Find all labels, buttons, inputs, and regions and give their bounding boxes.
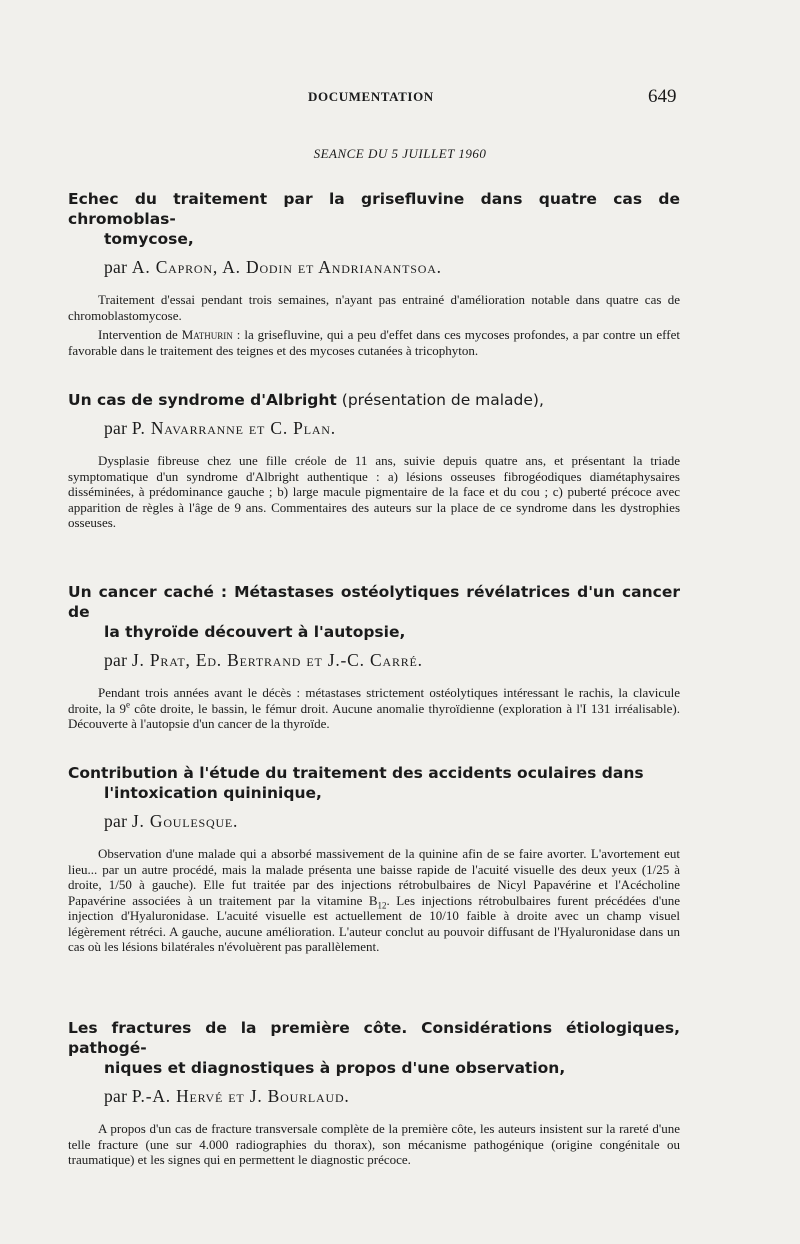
- article-body: [68, 846, 680, 955]
- title-normal: (présentation de malade),: [336, 391, 544, 409]
- title-line: tomycose,: [104, 230, 194, 248]
- article-1: [68, 189, 680, 358]
- text-run: : la grisefluvine, qui a peu d'effet dans ces mycoses profondes, a par contre un effet favorable dans le traitement des teignes et des mycoses cutanées à tricophyton.: [68, 327, 680, 358]
- paragraph: A propos d'un cas de fracture transversale complète de la première côte, les auteurs insistent sur la rareté d'une telle fracture (une sur 4.000 radiographies du thorax), son mécanisme pathogénique (origine congénitale ou traumatique) et les signes qui en permettent le diagnostic précoce.: [68, 1121, 680, 1167]
- title-line: Echec du traitement par la grisefluvine dans quatre cas de chromoblas-: [68, 190, 680, 228]
- article-authors: [104, 257, 680, 278]
- article-title: [68, 763, 680, 803]
- title-line: l'intoxication quininique,: [104, 784, 322, 802]
- paragraph: [68, 846, 680, 955]
- text-run: côte droite, le bassin, le fémur droit. Aucune anomalie thyroïdienne (exploration à l'I 131 irréalisable). Découverte à l'autopsie d'un cancer de la thyroïde.: [68, 700, 680, 731]
- article-title: [68, 582, 680, 642]
- article-body: [68, 1121, 680, 1168]
- running-head: DOCUMENTATION: [308, 89, 434, 104]
- paragraph: [68, 327, 680, 358]
- authors-names: J. Goulesque.: [131, 811, 239, 831]
- article-title: [68, 1018, 680, 1078]
- article-4: [68, 763, 680, 955]
- article-authors: [104, 650, 680, 671]
- article-body: [68, 453, 680, 531]
- page-header: [0, 86, 800, 110]
- article-2: [68, 390, 680, 531]
- article-title: [68, 390, 680, 410]
- authors-prefix: par: [104, 650, 132, 670]
- authors-prefix: par: [104, 257, 132, 277]
- article-body: [68, 685, 680, 732]
- title-line: niques et diagnostiques à propos d'une observation,: [104, 1059, 566, 1077]
- person-name: Mathurin: [181, 327, 233, 342]
- title-line: la thyroïde découvert à l'autopsie,: [104, 623, 406, 641]
- paragraph: [68, 685, 680, 732]
- title-bold: Un cas de syndrome d'Albright: [68, 391, 337, 409]
- article-authors: [104, 811, 680, 832]
- article-authors: [104, 1086, 680, 1107]
- text-run: Intervention de: [98, 327, 182, 342]
- subscript: 12: [377, 900, 387, 911]
- text-run: . Les injections rétrobulbaires furent précédées d'une injection d'Hyaluronidase. L'acuité visuelle est actuellement de 10/10 faible à droite avec un champ visuel légèrement rétréci. A gauche, aucune amélioration. L'auteur conclut au pouvoir diffusant de l'Hyaluronidase dans un cas où les lésions bilatérales n'évoluèrent pas parallèlement.: [68, 892, 680, 954]
- paragraph: Traitement d'essai pendant trois semaines, n'ayant pas entrainé d'amélioration notable dans quatre cas de chromoblastomycose.: [68, 292, 680, 323]
- title-line: Les fractures de la première côte. Considérations étiologiques, pathogé-: [68, 1019, 680, 1057]
- title-line: Un cancer caché : Métastases ostéolytiques révélatrices d'un cancer de: [68, 583, 680, 621]
- article-5: [68, 1018, 680, 1168]
- article-title: [68, 189, 680, 249]
- paragraph: Dysplasie fibreuse chez une fille créole de 11 ans, suivie depuis quatre ans, et présentant la triade symptomatique d'un syndrome d'Albright authentique : a) lésions osseuses fibrogéodiques diamétaphysaires disséminées, à prédominance gauche ; b) large macule pigmentaire de la face et du cou ; c) puberté précoce avec apparition de règles à l'âge de 9 ans. Commentaires des auteurs sur la place de ce syndrome dans les dystrophies osseuses.: [68, 453, 680, 530]
- article-body: [68, 292, 680, 358]
- text-run: Observation d'une malade qui a absorbé massivement de la quinine afin de se faire avorter. L'avortement eut lieu... par un autre procédé, mais la malade présenta une baisse rapide de l'acuité visuelle des deux yeux (1/25 à droite, 1/50 à gauche). Elle fut traitée par des injections rétrobulbaires de Nicyl Papavérine et l'Acécholine Papavérine associées à un traitement par la vitamine B: [68, 846, 680, 908]
- text-run: Pendant trois années avant le décès : métastases strictement ostéolytiques intéressant le rachis, la clavicule droite, la 9: [68, 685, 680, 716]
- superscript: e: [125, 699, 130, 710]
- article-3: [68, 582, 680, 732]
- authors-prefix: par: [104, 1086, 132, 1106]
- authors-prefix: par: [104, 418, 132, 438]
- article-authors: [104, 418, 680, 439]
- authors-names: P. Navarranne et C. Plan.: [131, 418, 336, 438]
- authors-names: J. Prat, Ed. Bertrand et J.-C. Carré.: [131, 650, 423, 670]
- page-number: 649: [648, 86, 677, 107]
- authors-names: A. Capron, A. Dodin et Andrianantsoa.: [131, 257, 442, 277]
- session-heading: SEANCE DU 5 JUILLET 1960: [313, 146, 487, 161]
- authors-names: P.-A. Hervé et J. Bourlaud.: [131, 1086, 350, 1106]
- title-line: Contribution à l'étude du traitement des accidents oculaires dans: [68, 764, 644, 782]
- authors-prefix: par: [104, 811, 132, 831]
